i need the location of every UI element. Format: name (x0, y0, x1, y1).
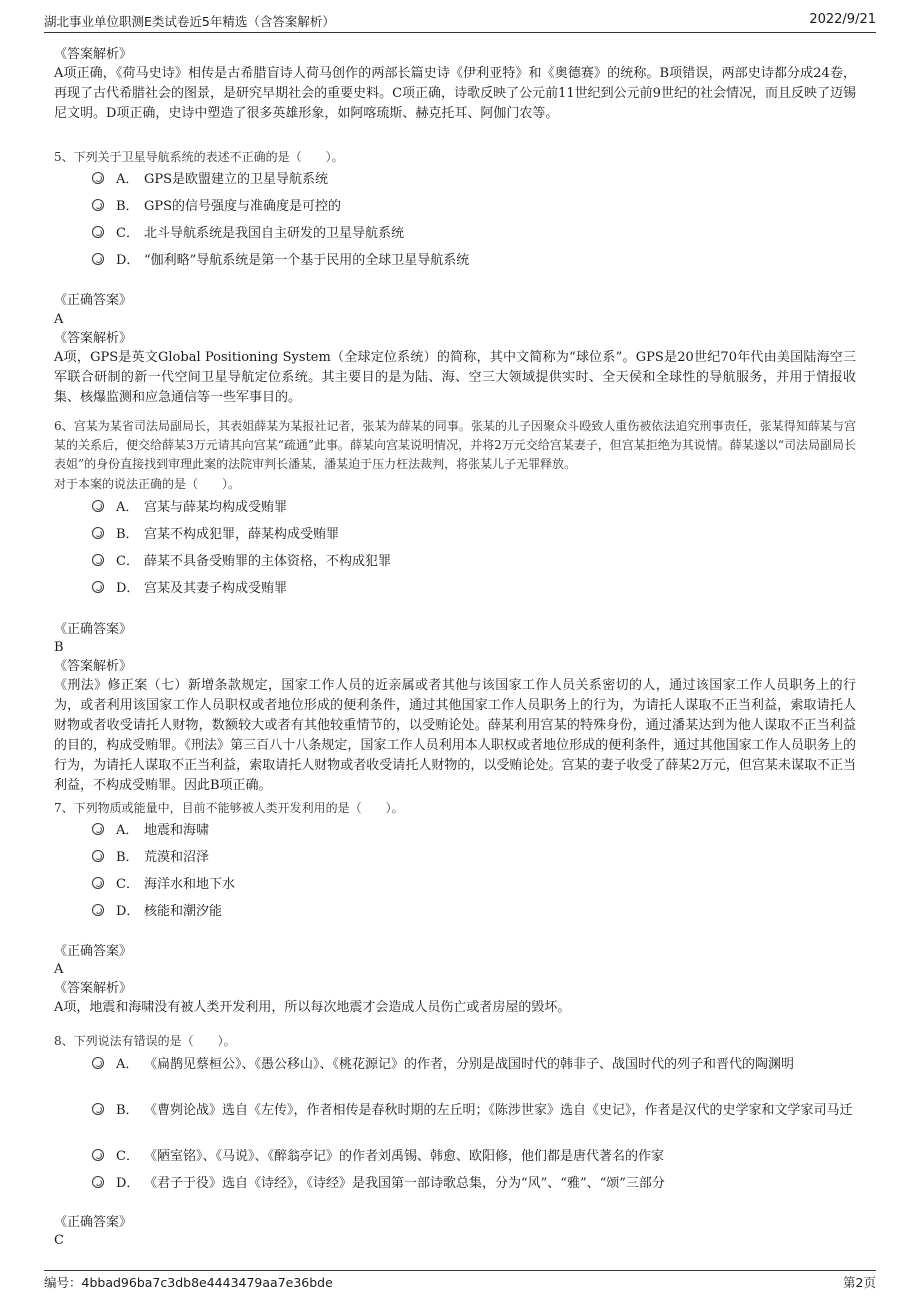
question-stem: 6、宫某为某省司法局副局长，其表姐薛某为某报社记者，张某为薛某的同事。张某的儿子因聚众斗殴致人重伤被依法追究刑事责任，张某得知薛某与宫某的关系后，便交给薛某3万元请其向宫某“疏通”此事。薛某向宫某说明情况，并将2万元交给宫某妻子，但宫某拒绝为其说情。薛某遂以“司法局副局长表姐”的身份直接找到审理此案的法院审判长潘某，潘某迫于压力枉法裁判，将张某儿子无罪释放。 (54, 419, 856, 471)
page-number: 第2页 (843, 1275, 876, 1290)
option-a[interactable] (92, 820, 856, 841)
option-text: 《君子于役》选自《诗经》，《诗经》是我国第一部诗歌总集，分为“风”、“雅”、“颂”三部分 (144, 1176, 665, 1191)
option-d[interactable] (92, 578, 856, 599)
option-text: 海洋水和地下水 (144, 877, 236, 892)
radio-icon[interactable] (92, 850, 104, 862)
option-letter: B． (116, 850, 139, 865)
radio-icon[interactable] (92, 199, 104, 211)
option-text: 核能和潮汐能 (144, 904, 223, 919)
question-prompt: 对于本案的说法正确的是（ ）。 (54, 477, 241, 491)
radio-icon[interactable] (92, 904, 104, 916)
analysis-label: 《答案解析》 (54, 47, 133, 62)
option-letter: A． (116, 500, 139, 515)
analysis-label: 《答案解析》 (54, 981, 133, 996)
option-letter: D． (116, 1176, 140, 1191)
radio-icon[interactable] (92, 877, 104, 889)
document-date: 2022/9/21 (809, 12, 876, 27)
analysis-text: 《刑法》修正案（七）新增条款规定，国家工作人员的近亲属或者其他与该国家工作人员关系密切的人，通过该国家工作人员职务上的行为，或者利用该国家工作人员职权或者地位形成的便利条件，通过其他国家工作人员职务上的行为，为请托人谋取不正当利益，索取请托人财物或者收受请托人财物，数额较大或者有其他较重情节的，以受贿论处。薛某利用宫某的特殊身份，通过潘某达到为他人谋取不正当利益的目的，构成受贿罪。《刑法》第三百八十八条规定，国家工作人员利用本人职权或者地位形成的便利条件，通过其他国家工作人员职务上的行为，为请托人谋取不正当利益，索取请托人财物或者收受请托人财物的，以受贿论处。宫某的妻子收受了薛某2万元，但宫某未谋取不正当利益，不构成受贿罪。因此B项正确。 (54, 678, 856, 793)
radio-icon[interactable] (92, 1176, 104, 1188)
option-a[interactable] (92, 1054, 856, 1075)
option-d[interactable] (92, 250, 856, 271)
option-c[interactable] (92, 1146, 856, 1167)
radio-icon[interactable] (92, 226, 104, 238)
answer-label: 《正确答案》 (54, 944, 133, 959)
radio-icon[interactable] (92, 1103, 104, 1115)
question-stem: 5、下列关于卫星导航系统的表述不正确的是（ ）。 (54, 150, 344, 164)
option-letter: B． (116, 527, 139, 542)
document-title: 湖北事业单位职测E类试卷近5年精选（含答案解析） (44, 14, 335, 29)
option-c[interactable] (92, 223, 856, 244)
analysis-text: A项，GPS是英文Global Positioning System（全球定位系统）的简称，其中文简称为“球位系”。GPS是20世纪70年代由美国陆海空三军联合研制的新一代空间卫星导航定位系统。其主要目的是为陆、海、空三大领域提供实时、全天侯和全球性的导航服务，并用于情报收集、核爆监测和应急通信等一些军事目的。 (54, 350, 856, 405)
option-b[interactable] (92, 847, 856, 868)
answer-label: 《正确答案》 (54, 622, 133, 637)
option-text: “伽利略”导航系统是第一个基于民用的全球卫星导航系统 (144, 253, 470, 268)
page-footer (44, 1270, 876, 1293)
option-text: 宫某及其妻子构成受贿罪 (144, 581, 288, 596)
option-d[interactable] (92, 1173, 856, 1194)
option-letter: B． (116, 1103, 139, 1118)
option-text: 地震和海啸 (144, 823, 210, 838)
option-letter: C． (116, 1149, 139, 1164)
answer-value: A (54, 312, 64, 327)
option-letter: D． (116, 581, 140, 596)
option-text: 宫某不构成犯罪，薛某构成受贿罪 (144, 527, 340, 542)
question-stem: 7、下列物质或能量中，目前不能够被人类开发利用的是（ ）。 (54, 801, 404, 815)
radio-icon[interactable] (92, 253, 104, 265)
option-a[interactable] (92, 497, 856, 518)
analysis-text: A项，地震和海啸没有被人类开发利用，所以每次地震才会造成人员伤亡或者房屋的毁坏。 (54, 1000, 571, 1015)
option-letter: C． (116, 877, 139, 892)
option-b[interactable] (92, 1100, 856, 1121)
question-stem: 8、下列说法有错误的是（ ）。 (54, 1034, 236, 1048)
option-text: GPS是欧盟建立的卫星导航系统 (144, 172, 329, 187)
option-b[interactable] (92, 196, 856, 217)
document-code: 编号：4bbad96ba7c3db8e4443479aa7e36bde (44, 1275, 333, 1290)
option-c[interactable] (92, 551, 856, 572)
analysis-text: A项正确，《荷马史诗》相传是古希腊盲诗人荷马创作的两部长篇史诗《伊利亚特》和《奥德赛》的统称。B项错误，两部史诗都分成24卷，再现了古代希腊社会的图景，是研究早期社会的重要史料。C项正确，诗歌反映了公元前11世纪到公元前9世纪的社会情况，而且反映了迈锡尼文明。D项正确，史诗中塑造了很多英雄形象，如阿喀琉斯、赫克托耳、阿伽门农等。 (54, 66, 856, 121)
radio-icon[interactable] (92, 1149, 104, 1161)
option-text: 薛某不具备受贿罪的主体资格，不构成犯罪 (144, 554, 392, 569)
option-a[interactable] (92, 169, 856, 190)
option-letter: A． (116, 823, 139, 838)
radio-icon[interactable] (92, 1057, 104, 1069)
option-text: GPS的信号强度与准确度是可控的 (144, 199, 342, 214)
radio-icon[interactable] (92, 500, 104, 512)
option-d[interactable] (92, 901, 856, 922)
option-letter: C． (116, 554, 139, 569)
option-letter: C． (116, 226, 139, 241)
option-letter: D． (116, 904, 140, 919)
option-text: 宫某与薛某均构成受贿罪 (144, 500, 288, 515)
option-letter: D． (116, 253, 140, 268)
option-text: 《扁鹊见蔡桓公》、《愚公移山》、《桃花源记》的作者，分别是战国时代的韩非子、战国时代的列子和晋代的陶渊明 (144, 1057, 795, 1072)
answer-value: C (54, 1233, 64, 1248)
option-letter: A． (116, 172, 139, 187)
radio-icon[interactable] (92, 172, 104, 184)
page-header (44, 10, 876, 33)
option-text: 《曹刿论战》选自《左传》，作者相传是春秋时期的左丘明；《陈涉世家》选自《史记》，作者是汉代的史学家和文学家司马迁 (144, 1103, 853, 1118)
option-letter: B． (116, 199, 139, 214)
option-c[interactable] (92, 874, 856, 895)
option-letter: A． (116, 1057, 139, 1072)
option-b[interactable] (92, 524, 856, 545)
analysis-label: 《答案解析》 (54, 659, 133, 674)
watermark: www.zixin.com.cn (230, 600, 835, 674)
radio-icon[interactable] (92, 581, 104, 593)
radio-icon[interactable] (92, 554, 104, 566)
option-text: 《陋室铭》、《马说》、《醉翁亭记》的作者刘禹锡、韩愈、欧阳修，他们都是唐代著名的作家 (144, 1149, 665, 1164)
radio-icon[interactable] (92, 527, 104, 539)
answer-label: 《正确答案》 (54, 293, 133, 308)
option-text: 北斗导航系统是我国自主研发的卫星导航系统 (144, 226, 405, 241)
radio-icon[interactable] (92, 823, 104, 835)
answer-value: B (54, 640, 64, 655)
option-text: 荒漠和沼泽 (144, 850, 210, 865)
answer-label: 《正确答案》 (54, 1215, 133, 1230)
answer-value: A (54, 962, 64, 977)
analysis-label: 《答案解析》 (54, 331, 133, 346)
